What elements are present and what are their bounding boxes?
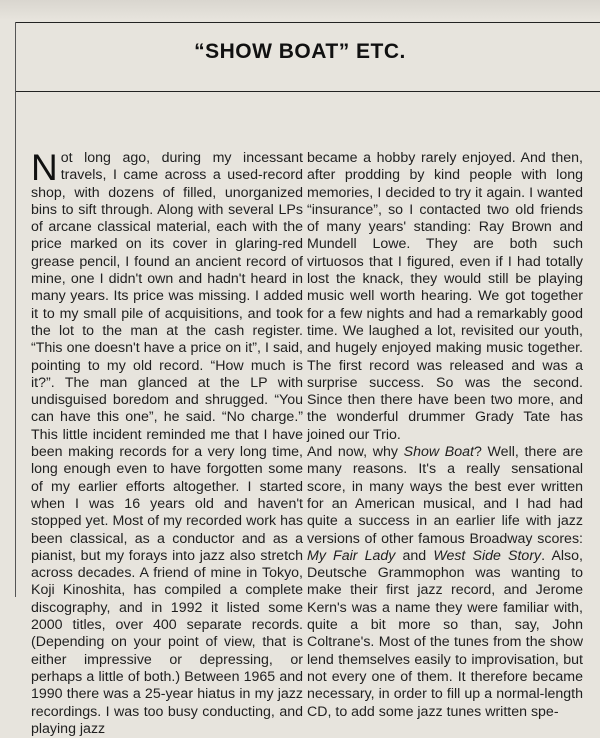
west-side-story-title: West Side Story (433, 547, 542, 564)
left-column (31, 147, 303, 738)
margin-line (15, 22, 16, 597)
top-rule (16, 22, 600, 23)
left-column-text: ot long ago, during my incessant travels, I came across a used-record shop, with dozens of filled, unorganized bins to sift through. Along with several LPs of arcane classical material, each with the price marked on its cover in glaring-red grease pencil, I found an ancient record of mine, one I didn't own and hadn't heard in many years. Its price was missing. I added it to my small pile of acquisitions, and took the lot to the man at the cash register. “This one doesn't have a price on it”, I said, pointing to my old record. “How much is it?”. The man glanced at the LP with undisguised boredom and shrugged. “You can have this one”, he said. “No charge.” This little incident reminded me that I have been making records for a very long time, long enough even to have forgotten some of my earlier efforts altogether. I started when I was 16 years old and haven't stopped yet. Most of my recorded work has been classical, as a conductor and as a pianist, but my forays into jazz also stretch across decades. A friend of mine in Tokyo, Koji Kinoshita, has compiled a complete discography, and in 1992 it listed some 2000 titles, over 400 separate records. (Depending on your point of view, that is either impressive or depressing, or perhaps a little of both.) Between 1965 and 1990 there was a 25-year hiatus in my jazz recordings. I was too busy conducting, and playing jazz (31, 150, 303, 737)
article-title: “SHOW BOAT” ETC. (194, 40, 406, 63)
show-boat-title: Show Boat (403, 444, 474, 461)
title-rule (16, 91, 600, 92)
p2-start: And now, why (307, 444, 404, 461)
right-column (307, 150, 583, 721)
left-paragraph (31, 147, 303, 738)
p2-and: and (395, 547, 434, 564)
right-paragraph-1: became a hobby rarely enjoyed. And then, after prodding by kind people with long memories, I decided to try it again. I wanted “insurance”, so I contacted two old friends of many years' standing: Ray Brown and Mundell Lowe. They are both such virtuosos that I figured, even if I had totally lost the knack, they would still be playing music well worth hearing. We got together for a few nights and had a remarkably good time. We laughed a lot, revisited our youth, and hugely enjoyed making music together. The first record was released and was a surprise success. So was the second. Since then there have been two more, and the wonderful drummer Grady Tate has joined our Trio. (307, 150, 583, 443)
my-fair-lady-title: My Fair Lady (307, 547, 396, 564)
drop-cap: N (31, 147, 58, 188)
p2-end: . Also, Deutsche Grammophon was wanting to make their first jazz record, and Jerome Kern's was a name they were familiar with, quite a bit more so than, say, John Coltrane's. Most of the tunes from the show lend themselves easily to improvisation, but not every one of them. It therefore became necessary, in order to fill up a normal-length CD, to add some jazz tunes written spe- (307, 547, 583, 720)
previous-page-bleed (0, 0, 600, 20)
p2-mid: ? Well, there are many reasons. It's a really sensational score, in many ways the best ever written for an American musical, and I had had quite a success in an earlier life with jazz versions of other famous Broadway scores: (307, 444, 583, 547)
right-paragraph-2 (307, 444, 583, 721)
